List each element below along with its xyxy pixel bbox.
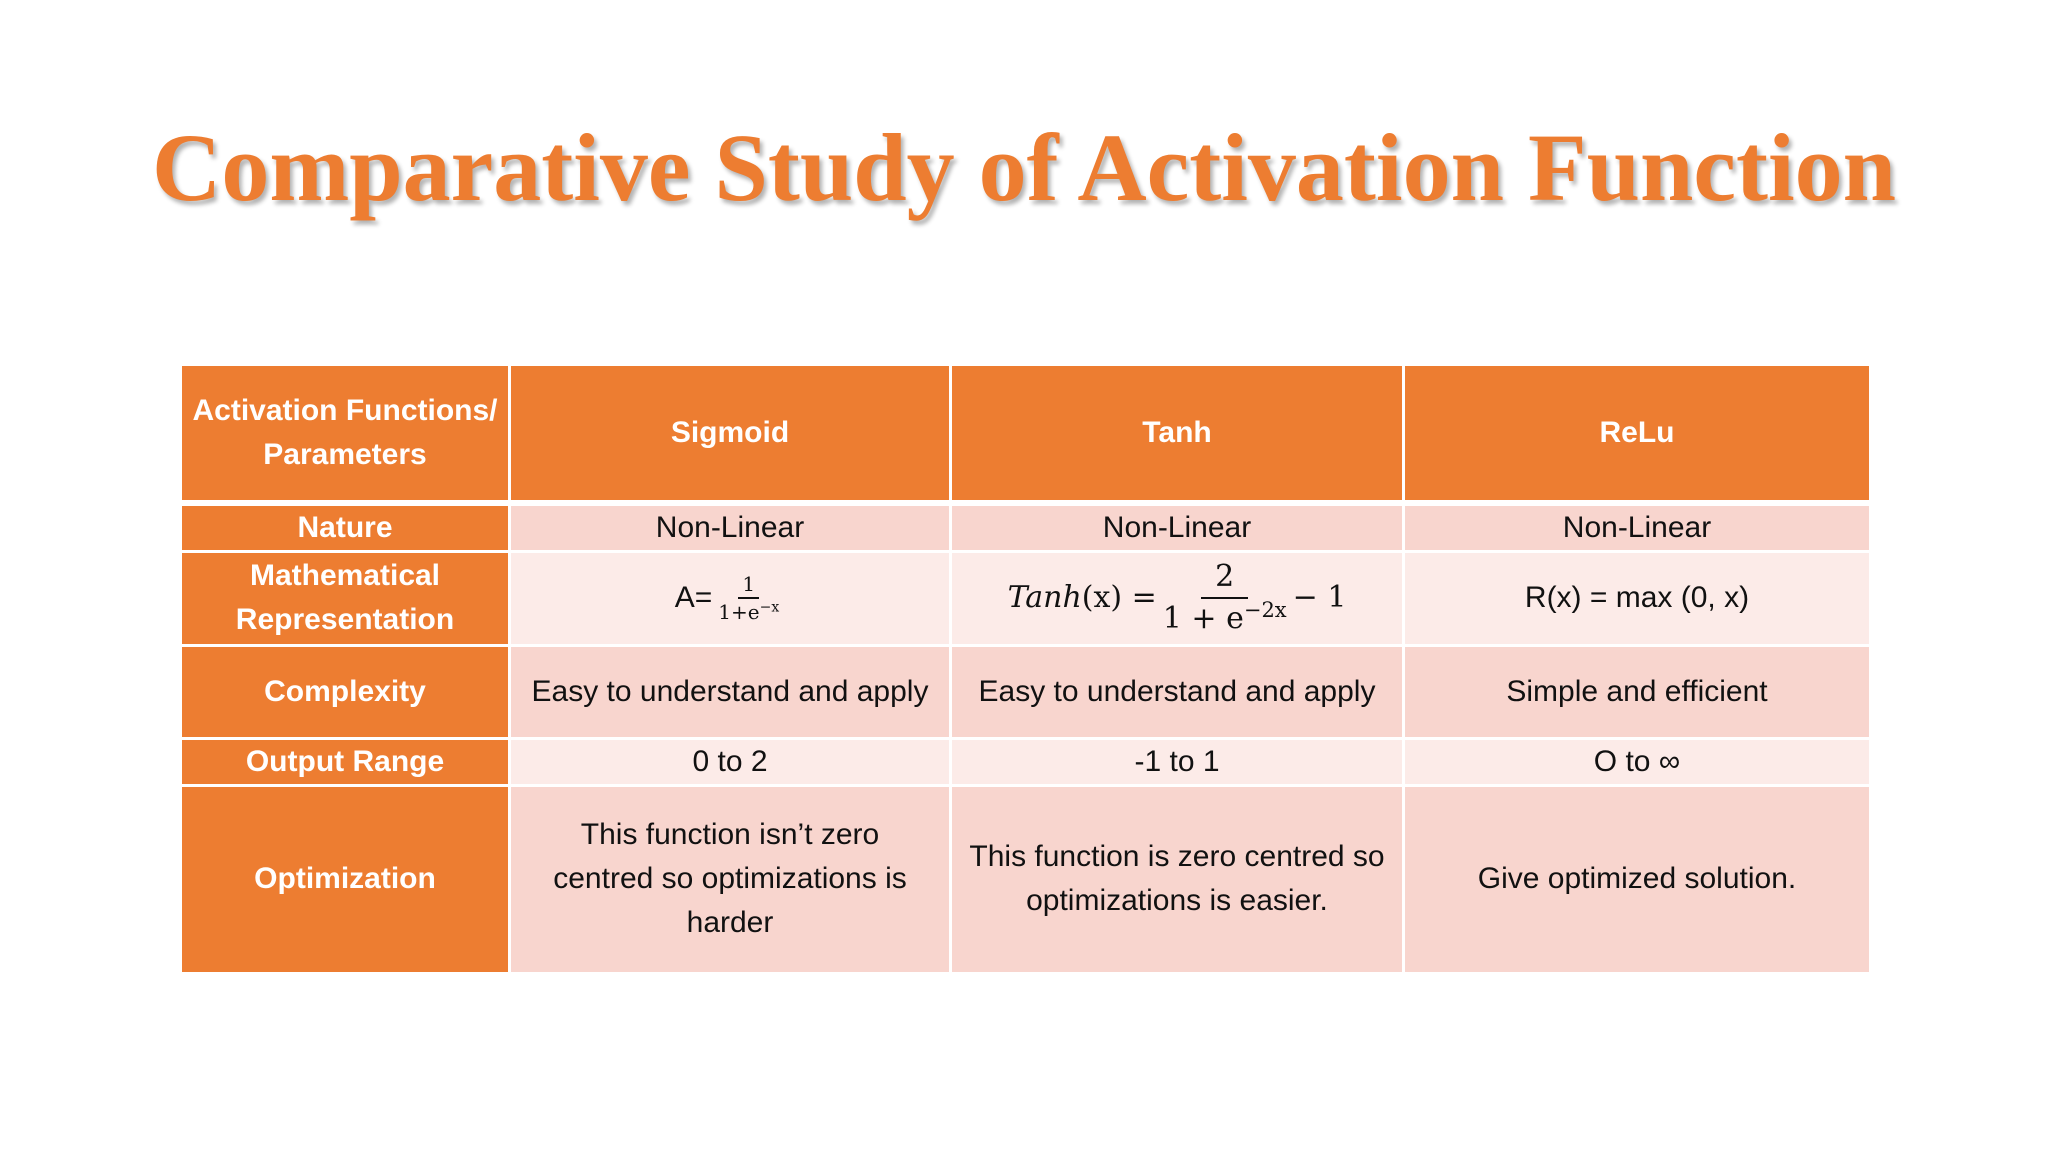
optimization-sigmoid-line-2: centred so optimizations is	[553, 862, 907, 895]
sigmoid-fraction	[718, 571, 779, 625]
sigmoid-denominator-exponent: −x	[759, 599, 780, 616]
row-optimization	[181, 785, 1871, 973]
header-corner-cell	[181, 365, 510, 503]
sigmoid-denominator-base: 1+e	[718, 600, 760, 624]
tanh-fraction	[1163, 557, 1287, 639]
row-nature	[181, 503, 1871, 552]
complexity-relu: Simple and efficient	[1404, 645, 1871, 738]
tanh-denominator-base: 1 + e	[1162, 601, 1244, 636]
row-label-nature: Nature	[181, 503, 510, 552]
row-complexity	[181, 645, 1871, 738]
header-relu: ReLu	[1404, 365, 1871, 503]
sigmoid-formula	[675, 571, 786, 625]
header-corner-line-2: Parameters	[263, 437, 427, 471]
row-math	[181, 551, 1871, 645]
comparison-table	[179, 363, 1872, 975]
tanh-formula-name: Tanh	[1007, 580, 1082, 615]
header-corner-line-1: Activation Functions/	[192, 393, 498, 427]
optimization-sigmoid	[510, 785, 951, 973]
tanh-formula-rhs: − 1	[1292, 580, 1347, 615]
tanh-formula	[1008, 557, 1347, 639]
optimization-sigmoid-line-1: This function isn’t zero	[580, 818, 880, 851]
complexity-sigmoid: Easy to understand and apply	[510, 645, 951, 738]
output-range-relu: O to ∞	[1404, 738, 1871, 785]
output-range-sigmoid: 0 to 2	[510, 738, 951, 785]
optimization-relu: Give optimized solution.	[1404, 785, 1871, 973]
complexity-tanh: Easy to understand and apply	[951, 645, 1404, 738]
slide-title: Comparative Study of Activation Function	[151, 114, 1897, 221]
header-row	[181, 365, 1871, 503]
header-tanh: Tanh	[951, 365, 1404, 503]
row-label-output-range: Output Range	[181, 738, 510, 785]
optimization-tanh	[951, 785, 1404, 973]
sigmoid-formula-lhs: A=	[674, 581, 713, 614]
row-label-math	[181, 551, 510, 645]
row-output-range	[181, 738, 1871, 785]
row-label-optimization: Optimization	[181, 785, 510, 973]
optimization-tanh-line-1: This function is zero centred so	[969, 840, 1385, 873]
tanh-denominator	[1163, 599, 1287, 639]
math-sigmoid	[510, 551, 951, 645]
tanh-denominator-exponent: −2x	[1243, 598, 1287, 622]
row-label-math-line-2: Representation	[235, 603, 455, 636]
tanh-numerator: 2	[1201, 557, 1248, 599]
optimization-sigmoid-line-3: harder	[686, 906, 774, 939]
output-range-tanh: -1 to 1	[951, 738, 1404, 785]
row-label-math-line-1: Mathematical	[249, 559, 441, 592]
nature-sigmoid: Non-Linear	[510, 503, 951, 552]
optimization-tanh-line-2: optimizations is easier.	[1026, 884, 1328, 917]
nature-tanh: Non-Linear	[951, 503, 1404, 552]
tanh-formula-arg: (x) =	[1081, 580, 1157, 615]
sigmoid-numerator: 1	[738, 571, 759, 599]
sigmoid-denominator	[718, 599, 779, 625]
math-tanh	[951, 551, 1404, 645]
header-sigmoid: Sigmoid	[510, 365, 951, 503]
nature-relu: Non-Linear	[1404, 503, 1871, 552]
row-label-complexity: Complexity	[181, 645, 510, 738]
math-relu: R(x) = max (0, x)	[1404, 551, 1871, 645]
